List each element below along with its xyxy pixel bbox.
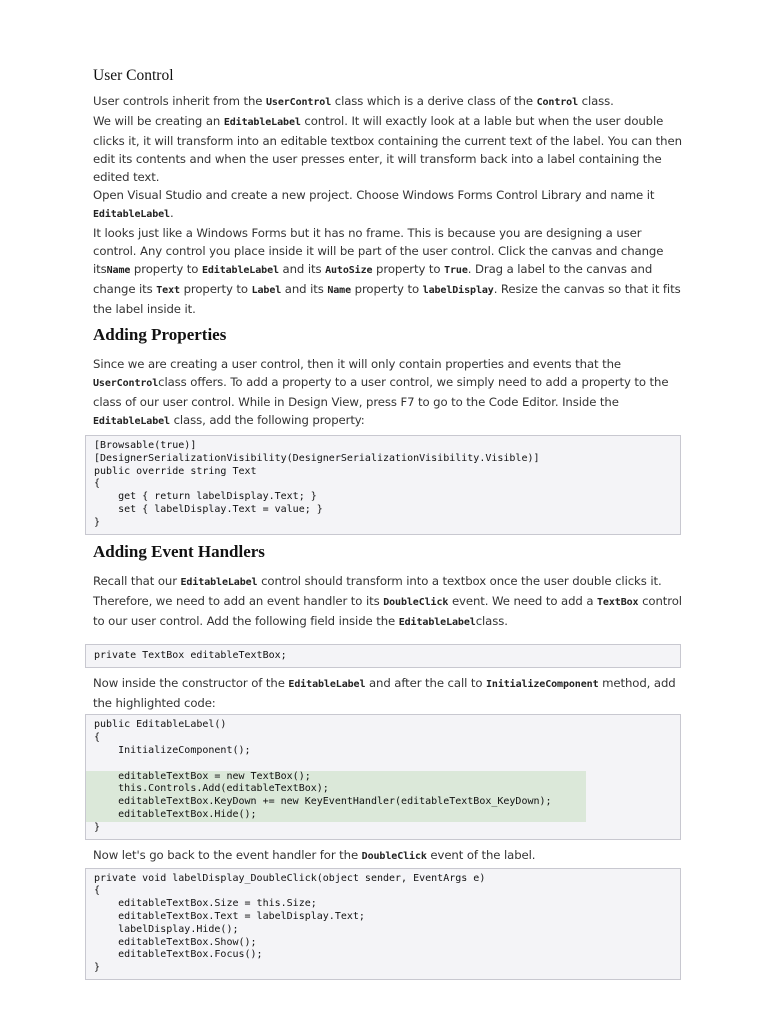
intro-paragraph-2: [93, 112, 685, 186]
code-block-doubleclick-handler: [85, 868, 681, 980]
text-run: event of the label.: [426, 847, 536, 862]
code-line: public EditableLabel(): [94, 719, 227, 731]
text-run: Since we are creating a user control, then it will only contain properties and events that the: [93, 357, 621, 371]
text-run: User controls inherit from the: [93, 94, 266, 108]
inline-code: DoubleClick: [361, 850, 427, 862]
text-run: and after the call to: [365, 676, 486, 691]
inline-code: Control: [536, 97, 579, 108]
inline-code: EditableLabel: [223, 117, 301, 128]
code-line: }: [94, 962, 101, 974]
inline-code: True: [444, 265, 468, 276]
code-line-highlighted: editableTextBox.KeyDown += new KeyEventHandler(editableTextBox_KeyDown);: [86, 796, 586, 809]
events-paragraph-3: [93, 846, 685, 866]
inline-code: EditableLabel: [201, 265, 279, 276]
text-run: control. It will exactly look at a lable but when the user double clicks it, it will transform into an editable textbox containing the current text of the label. You can then edit its contents and when the user presses enter, it will transform back into a label containing the edited text.: [93, 114, 682, 184]
text-run: property to: [179, 282, 252, 296]
text-run: and its: [278, 262, 326, 276]
inline-code: EditableLabel: [93, 209, 170, 220]
inline-code: EditableLabel: [288, 679, 366, 691]
inline-code: DoubleClick: [383, 596, 449, 608]
code-line: editableTextBox.Focus();: [94, 949, 263, 961]
document-page: [93, 62, 685, 986]
text-run: Now let's go back to the event handler for the: [93, 847, 362, 862]
code-line: }: [94, 821, 101, 833]
code-line: }: [94, 516, 101, 528]
text-run: class.: [475, 613, 508, 628]
text-run: control should transform into a textbox once the user double clicks it. Therefore, we need to add an event handler to its: [93, 573, 662, 608]
text-run: method, add the highlighted code:: [93, 676, 676, 711]
code-line-highlighted: editableTextBox.Hide();: [86, 809, 586, 822]
text-run: property to: [130, 262, 202, 276]
page-title: User Control: [93, 67, 174, 84]
inline-code: InitializeComponent: [486, 679, 599, 691]
text-run: We will be creating an: [93, 114, 224, 128]
code-line: InitializeComponent();: [94, 744, 251, 756]
code-line: public override string Text: [94, 465, 257, 477]
inline-code: Label: [251, 285, 282, 296]
code-line: editableTextBox.Show();: [94, 936, 257, 948]
text-run: property to: [351, 282, 423, 296]
text-run: . Resize the canvas so that it fits the label inside it.: [93, 282, 681, 316]
code-line: private TextBox editableTextBox;: [94, 649, 287, 661]
inline-code: EditableLabel: [180, 576, 258, 588]
code-line: private void labelDisplay_DoubleClick(object sender, EventArgs e): [94, 872, 486, 884]
text-run: and its: [281, 282, 328, 296]
events-paragraph-1: [93, 572, 685, 632]
code-line: get { return labelDisplay.Text; }: [94, 491, 317, 503]
inline-code: Name: [327, 285, 352, 296]
code-line: editableTextBox.Size = this.Size;: [94, 898, 317, 910]
text-run: Now inside the constructor of the: [93, 676, 289, 691]
code-block-field: [85, 644, 681, 669]
intro-paragraph-3: [93, 186, 685, 224]
code-block-constructor: [85, 714, 681, 839]
inline-code: UserControl: [93, 378, 159, 389]
text-run: Recall that our: [93, 573, 181, 588]
inline-code: Text: [156, 285, 180, 296]
heading-adding-event-handlers: Adding Event Handlers: [93, 541, 265, 561]
text-run: class which is a derive class of the: [331, 94, 537, 108]
code-line: [DesignerSerializationVisibility(DesignerSerializationVisibility.Visible)]: [94, 452, 540, 464]
heading-adding-properties: Adding Properties: [93, 325, 227, 344]
text-run: . Drag a label to the canvas and change its: [93, 262, 653, 296]
code-line: {: [94, 732, 101, 744]
properties-paragraph: [93, 355, 685, 431]
code-line: labelDisplay.Hide();: [94, 923, 239, 935]
inline-code: Name: [106, 265, 131, 276]
text-run: class offers. To add a property to a user control, we simply need to add a property to the class of our user control. While in Design View, press F7 to go to the Code Editor. Inside the: [93, 375, 669, 409]
text-run: It looks just like a Windows Forms but it has no frame. This is because you are designing a user control. Any control you place inside it will be part of the user control. Click the canvas and change its: [93, 226, 664, 276]
intro-paragraph-1: [93, 92, 685, 112]
text-run: property to: [372, 262, 445, 276]
inline-code: AutoSize: [325, 265, 373, 276]
code-line: {: [94, 478, 101, 490]
events-paragraph-2: [93, 674, 685, 712]
inline-code: EditableLabel: [398, 616, 476, 628]
code-line: [Browsable(true)]: [94, 440, 197, 451]
code-line: editableTextBox.Text = labelDisplay.Text;: [94, 910, 365, 922]
intro-paragraph-4: [93, 224, 685, 318]
code-line-highlighted: editableTextBox = new TextBox();: [86, 771, 586, 784]
inline-code: TextBox: [597, 596, 639, 608]
text-run: Open Visual Studio and create a new project. Choose Windows Forms Control Library and name it: [93, 188, 655, 202]
code-line: [94, 758, 672, 771]
text-run: class.: [578, 94, 614, 108]
text-run: control to our user control. Add the following field inside the: [93, 593, 682, 628]
text-run: event. We need to add a: [448, 593, 598, 608]
code-line: set { labelDisplay.Text = value; }: [94, 503, 323, 515]
code-block-property: [85, 435, 681, 535]
inline-code: labelDisplay: [422, 285, 494, 296]
text-run: .: [169, 206, 174, 220]
code-line: {: [94, 885, 101, 897]
text-run: class, add the following property:: [169, 413, 365, 427]
inline-code: EditableLabel: [93, 416, 170, 427]
inline-code: UserControl: [265, 97, 332, 108]
code-line-highlighted: this.Controls.Add(editableTextBox);: [86, 783, 586, 796]
